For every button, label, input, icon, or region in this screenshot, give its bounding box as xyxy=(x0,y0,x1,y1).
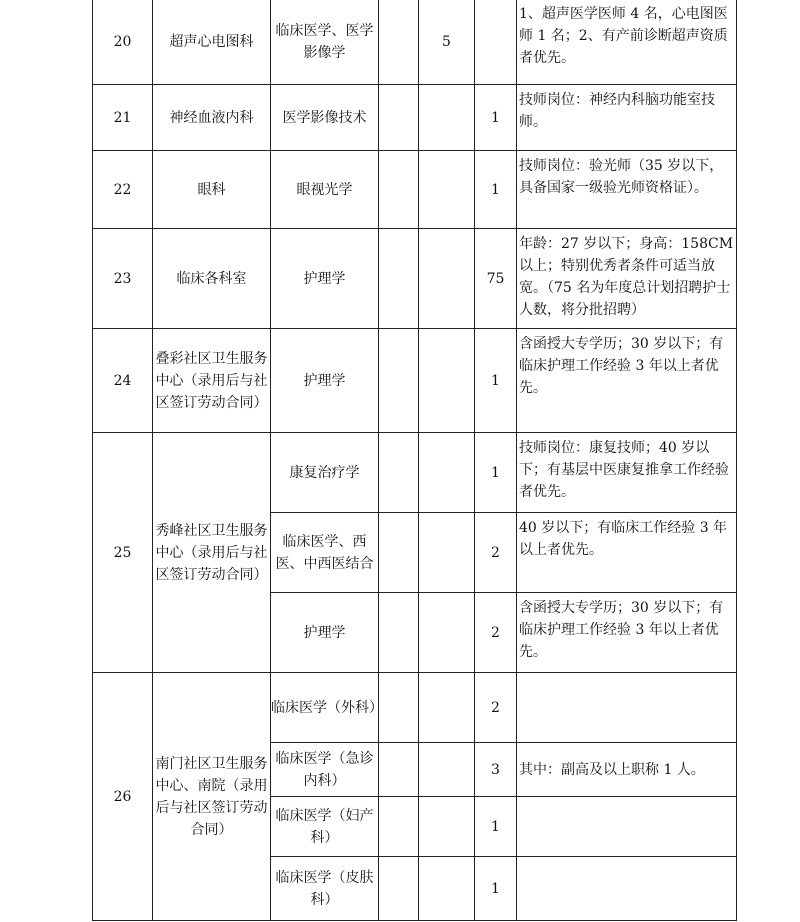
major: 临床医学（外科） xyxy=(271,673,379,743)
requirements: 含函授大专学历；30 岁以下；有临床护理工作经验 3 年以上者优先。 xyxy=(517,593,737,673)
table-row xyxy=(93,0,737,85)
recruitment-table xyxy=(92,0,737,921)
major: 护理学 xyxy=(271,329,379,433)
empty-cell xyxy=(419,743,475,797)
empty-cell xyxy=(379,593,419,673)
major: 临床医学（急诊内科） xyxy=(271,743,379,797)
department: 南门社区卫生服务中心、南院（录用后与社区签订劳动合同） xyxy=(153,673,271,921)
count-b: 2 xyxy=(475,673,517,743)
empty-cell xyxy=(419,329,475,433)
major: 康复治疗学 xyxy=(271,433,379,513)
major: 临床医学、医学影像学 xyxy=(271,0,379,85)
department: 秀峰社区卫生服务中心（录用后与社区签订劳动合同） xyxy=(153,433,271,673)
count-b: 1 xyxy=(475,151,517,229)
requirements xyxy=(517,673,737,743)
count-b: 1 xyxy=(475,797,517,857)
count-b: 2 xyxy=(475,593,517,673)
row-number: 22 xyxy=(93,151,153,229)
requirements: 技师岗位：神经内科脑功能室技师。 xyxy=(517,85,737,151)
row-number: 26 xyxy=(93,673,153,921)
major: 医学影像技术 xyxy=(271,85,379,151)
requirements: 技师岗位：验光师（35 岁以下，具备国家一级验光师资格证）。 xyxy=(517,151,737,229)
empty-cell xyxy=(379,857,419,921)
empty-cell xyxy=(419,513,475,593)
count-b xyxy=(475,0,517,85)
major: 临床医学（妇产科） xyxy=(271,797,379,857)
empty-cell xyxy=(419,593,475,673)
requirements: 年龄：27 岁以下；身高：158CM 以上；特别优秀者条件可适当放宽。（75 名为年度总计划招聘护士人数，将分批招聘） xyxy=(517,229,737,329)
major: 护理学 xyxy=(271,229,379,329)
empty-cell xyxy=(379,743,419,797)
table-row xyxy=(93,673,737,743)
empty-cell xyxy=(379,151,419,229)
table-row xyxy=(93,433,737,513)
table-row xyxy=(93,85,737,151)
department: 神经血液内科 xyxy=(153,85,271,151)
row-number: 23 xyxy=(93,229,153,329)
empty-cell xyxy=(419,85,475,151)
row-number: 24 xyxy=(93,329,153,433)
count-b: 1 xyxy=(475,433,517,513)
empty-cell xyxy=(379,0,419,85)
department: 叠彩社区卫生服务中心（录用后与社区签订劳动合同） xyxy=(153,329,271,433)
empty-cell xyxy=(419,151,475,229)
department: 超声心电图科 xyxy=(153,0,271,85)
empty-cell xyxy=(419,433,475,513)
empty-cell xyxy=(419,229,475,329)
empty-cell xyxy=(379,797,419,857)
count-b: 2 xyxy=(475,513,517,593)
table-row xyxy=(93,229,737,329)
requirements xyxy=(517,797,737,857)
requirements: 1、超声医学医师 4 名，心电图医师 1 名；2、有产前诊断超声资质者优先。 xyxy=(517,0,737,85)
requirements xyxy=(517,857,737,921)
table-row xyxy=(93,329,737,433)
empty-cell xyxy=(379,433,419,513)
requirements: 其中：副高及以上职称 1 人。 xyxy=(517,743,737,797)
empty-cell xyxy=(379,329,419,433)
count-b: 3 xyxy=(475,743,517,797)
empty-cell xyxy=(419,797,475,857)
count-b: 1 xyxy=(475,857,517,921)
row-number: 21 xyxy=(93,85,153,151)
row-number: 25 xyxy=(93,433,153,673)
row-number: 20 xyxy=(93,0,153,85)
major: 眼视光学 xyxy=(271,151,379,229)
count-b: 1 xyxy=(475,85,517,151)
requirements: 技师岗位：康复技师；40 岁以下；有基层中医康复推拿工作经验者优先。 xyxy=(517,433,737,513)
count-b: 1 xyxy=(475,329,517,433)
empty-cell xyxy=(379,513,419,593)
requirements: 含函授大专学历；30 岁以下；有临床护理工作经验 3 年以上者优先。 xyxy=(517,329,737,433)
major: 护理学 xyxy=(271,593,379,673)
department: 眼科 xyxy=(153,151,271,229)
major: 临床医学（皮肤科） xyxy=(271,857,379,921)
table-row xyxy=(93,151,737,229)
empty-cell xyxy=(379,673,419,743)
major: 临床医学、西医、中西医结合 xyxy=(271,513,379,593)
count-a: 5 xyxy=(419,0,475,85)
empty-cell xyxy=(379,85,419,151)
empty-cell xyxy=(379,229,419,329)
empty-cell xyxy=(419,857,475,921)
department: 临床各科室 xyxy=(153,229,271,329)
requirements: 40 岁以下；有临床工作经验 3 年以上者优先。 xyxy=(517,513,737,593)
count-b: 75 xyxy=(475,229,517,329)
empty-cell xyxy=(419,673,475,743)
